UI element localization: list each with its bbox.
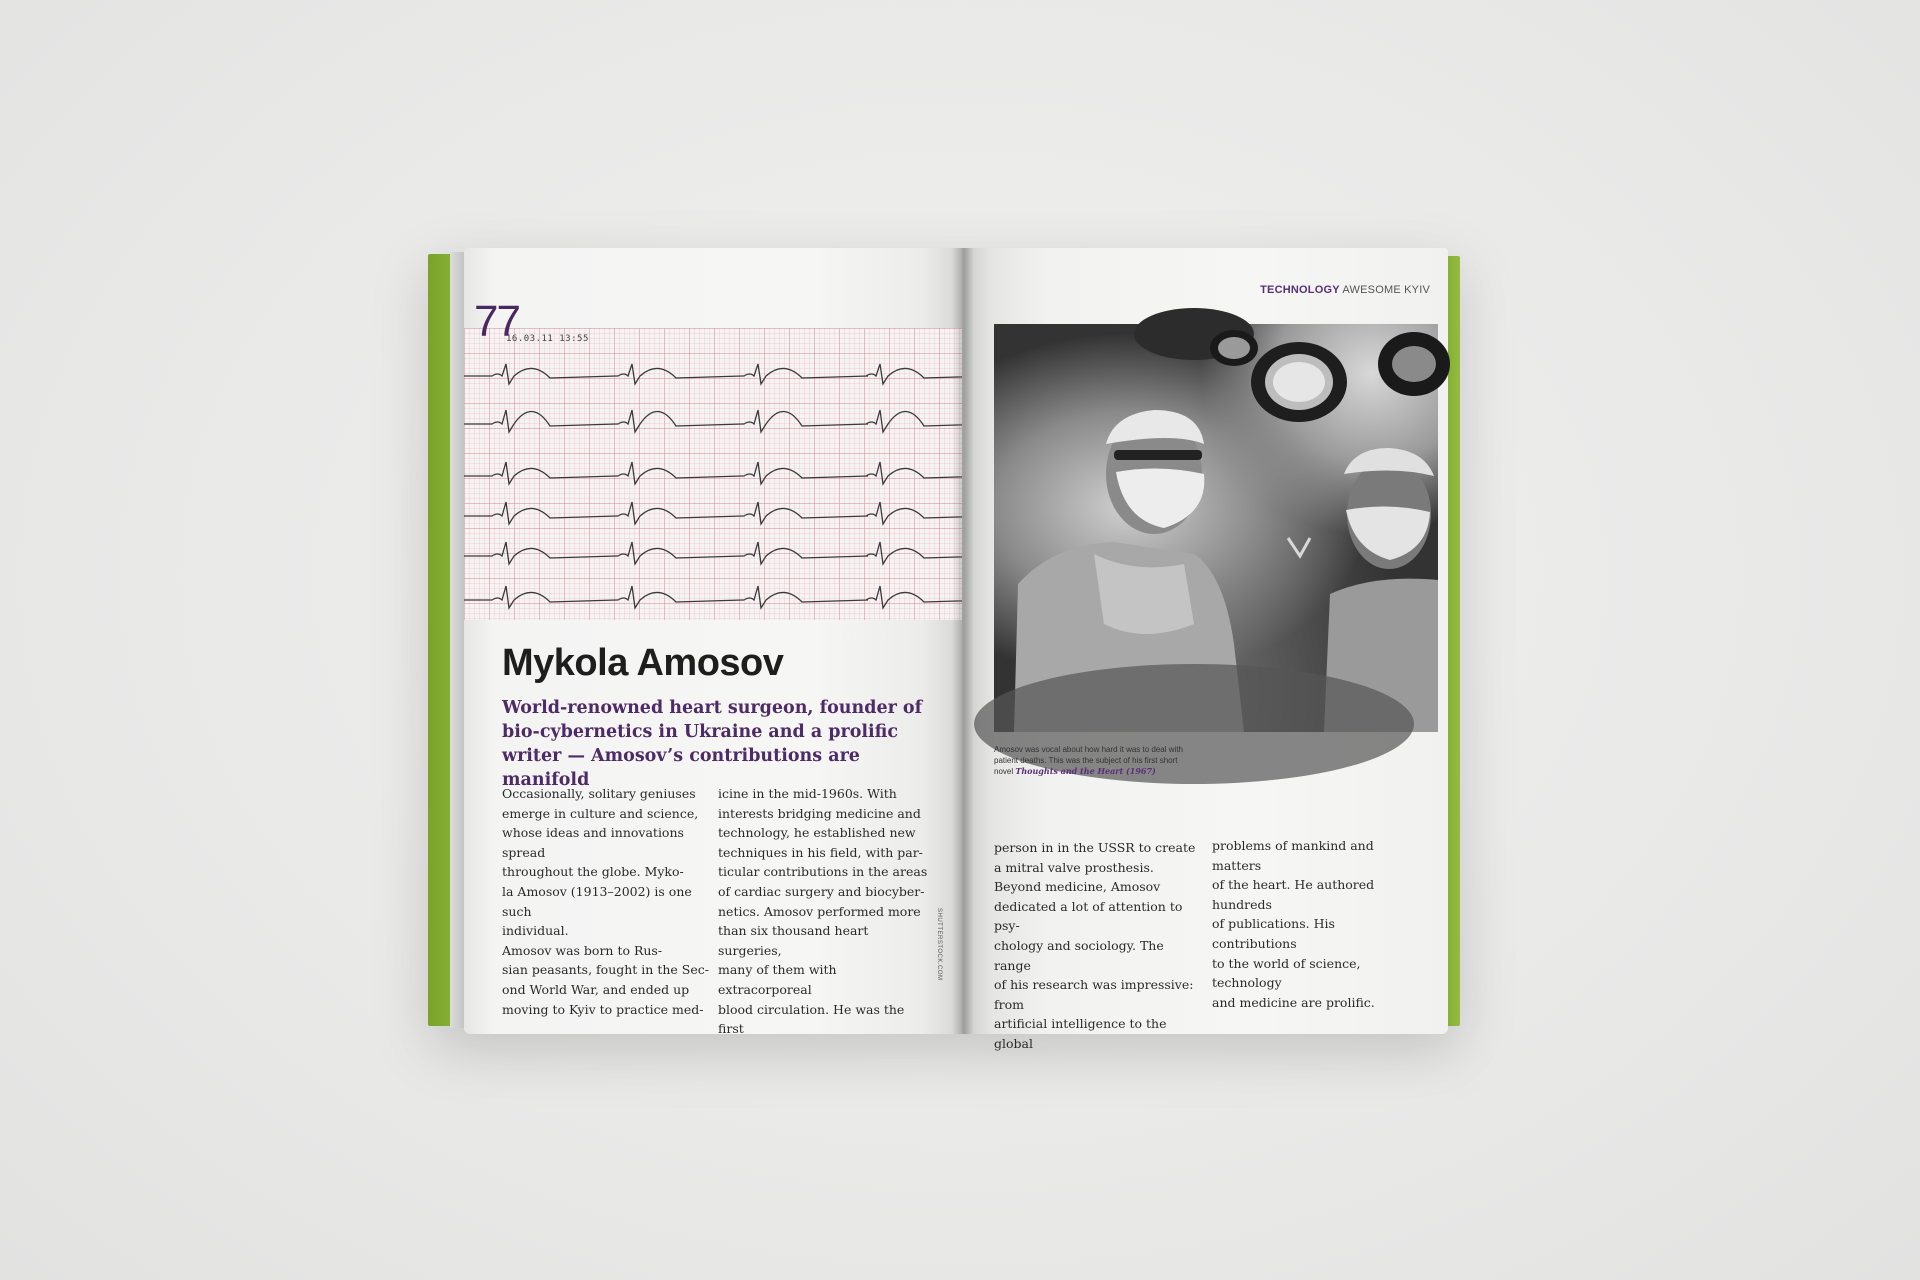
ecg-lead-trace <box>464 462 990 484</box>
caption-text: Amosov was vocal about how hard it was to deal with patient deaths. This was the subject of his first short novel <box>994 745 1183 776</box>
running-head <box>1260 284 1430 296</box>
section-label: TECHNOLOGY <box>1260 284 1340 296</box>
right-page <box>962 248 1448 1051</box>
article-subtitle: World-renowned heart surgeon, founder of bio-cybernetics in Ukraine and a prolific writer — Amosov’s contributions are manifold <box>502 698 923 790</box>
page-number: 77 <box>474 297 519 346</box>
article-title: Mykola Amosov <box>502 642 784 684</box>
ecg-image <box>464 328 962 620</box>
open-book <box>428 248 1460 1051</box>
book-title-label: AWESOME KYIV <box>1342 284 1430 296</box>
left-page <box>464 248 962 1037</box>
surgeons-illustration-icon <box>994 324 1438 732</box>
photo-caption <box>994 744 1194 777</box>
ecg-lead-trace <box>464 410 990 432</box>
ecg-lead-trace <box>464 586 990 608</box>
surgeon-photo <box>994 324 1438 732</box>
ecg-timestamp: 16.03.11 13:55 <box>506 334 589 344</box>
body-column-1: Occasionally, solitary geniuses emerge in culture and science, whose ideas and innovations spread throughout the globe. Myko- la Amosov (1913–2002) is one such individual. Amosov was born to Rus- sian peasants, fought in the Sec- ond World War, and ended up moving to Kyiv to practice med- <box>502 786 709 1017</box>
body-column-2: icine in the mid-1960s. With interests bridging medicine and technology, he established new techniques in his field, with par- ticular contributions in the areas of cardiac surgery and biocyber- netics. Amosov performed more than six thousand heart surgeries, many of them with extracorporeal blood circulation. He was the first <box>718 786 928 1037</box>
ecg-lead-trace <box>464 542 990 564</box>
ecg-lead-trace <box>464 364 990 384</box>
image-credit: SHUTTERSTOCK.COM <box>936 908 942 981</box>
ecg-lead-trace <box>464 502 990 524</box>
body-column-4: problems of mankind and matters of the heart. He authored hundreds of publications. His contributions to the world of science, technology and medicine are prolific. <box>1212 838 1375 1010</box>
ecg-trace-icon <box>464 328 962 620</box>
body-column-3: person in in the USSR to create a mitral valve prosthesis. Beyond medicine, Amosov dedicated a lot of attention to psy- chology and sociology. The range of his research was impressive: from artificial intelligence to the global <box>994 840 1196 1051</box>
book-cover-right <box>1448 256 1460 1026</box>
caption-novel-title: Thoughts and the Heart (1967) <box>1015 766 1156 776</box>
